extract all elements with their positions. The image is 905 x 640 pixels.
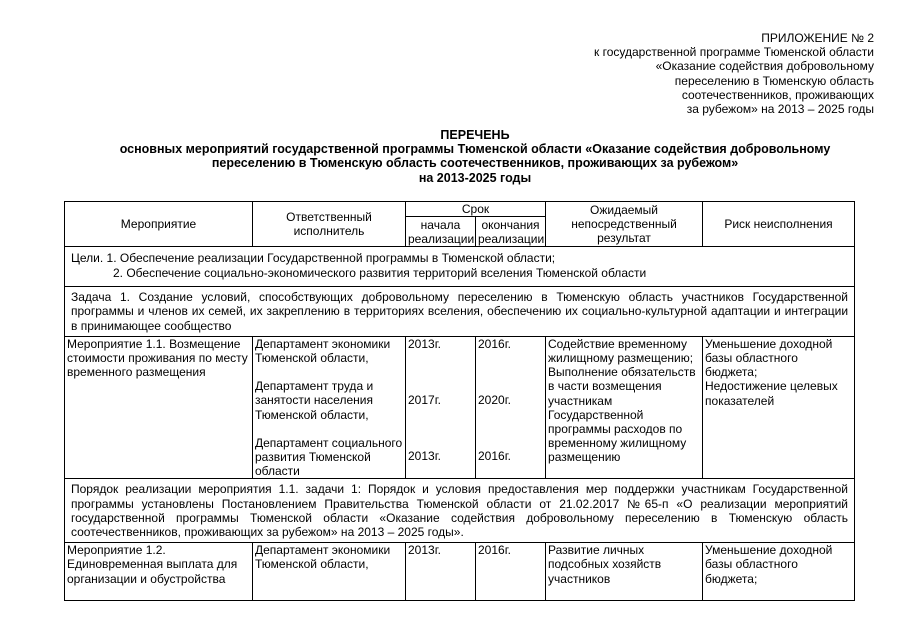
executor-text: Департамент экономики Тюменской области, bbox=[255, 336, 391, 366]
goals-row bbox=[65, 247, 855, 287]
start-cell bbox=[406, 336, 476, 479]
title-line: основных мероприятий государственной программы Тюменской области «Оказание содействия добровольному bbox=[119, 142, 831, 157]
executor-cell bbox=[253, 336, 406, 479]
risk-text: Недостижение целевых показателей bbox=[705, 379, 838, 408]
risk-cell: Уменьшение доходной базы областного бюджета; bbox=[703, 543, 855, 601]
goal-line: Цели. 1. Обеспечение реализации Государственной программы в Тюменской области; bbox=[71, 251, 556, 266]
result-cell: Развитие личных подсобных хозяйств участников bbox=[546, 543, 703, 601]
appendix-header bbox=[594, 31, 874, 116]
header-end: окончания реализации bbox=[476, 217, 546, 247]
result-cell bbox=[546, 336, 703, 479]
header-result: Ожидаемый непосредственный результат bbox=[546, 202, 703, 247]
header-term: Срок bbox=[406, 202, 546, 217]
risk-cell bbox=[703, 336, 855, 479]
appendix-line: к государственной программе Тюменской области bbox=[594, 45, 874, 60]
procedure-row: Порядок реализации мероприятия 1.1. задачи 1: Порядок и условия предоставления мер поддержки участникам Государственной программы установлены Постановлением Правительства Тюменской области от 21.02.2017 №65-п «О реализации мероприятий государственной программы Тюменской области «Оказание содействия добровольному переселению в Тюменскую область соотечественников, проживающих за рубежом» на 2013 – 2025 годы». bbox=[65, 479, 855, 543]
end-date: 2016г. bbox=[478, 336, 511, 351]
goal-line: 2. Обеспечение социально-экономического развития территорий вселения Тюменской области bbox=[113, 266, 647, 281]
end-cell: 2016г. bbox=[476, 543, 546, 601]
header-executor: Ответственный исполнитель bbox=[253, 202, 406, 247]
appendix-line: «Оказание содействия добровольному bbox=[655, 59, 874, 74]
header-risk: Риск неисполнения bbox=[703, 202, 855, 247]
title-line: переселению в Тюменскую область соотечественников, проживающих за рубежом» bbox=[211, 156, 739, 171]
header-start: начала реализации bbox=[406, 217, 476, 247]
activity-cell: Мероприятие 1.1. Возмещение стоимости проживания по месту временного размещения bbox=[65, 336, 253, 479]
result-text: Выполнение обязательств в части возмещения участникам Государственной программы расходов по временному жилищному размещению bbox=[548, 365, 696, 465]
risk-text: Уменьшение доходной базы областного бюджета; bbox=[705, 336, 833, 380]
appendix-line: переселению в Тюменскую область bbox=[674, 73, 874, 88]
title-line: ПЕРЕЧЕНЬ bbox=[440, 128, 510, 142]
executor-text: Департамент социального развития Тюменской области bbox=[255, 435, 403, 479]
task-row: Задача 1. Создание условий, способствующих добровольному переселению в Тюменскую область участников Государственной программы и членов их семей, их закреплению в территориях вселения, обеспечению их социально-культурной адаптации и интеграции в принимающее сообщество bbox=[65, 287, 855, 337]
appendix-line: соотечественников, проживающих bbox=[681, 87, 874, 102]
result-text: Содействие временному жилищному размещению; bbox=[548, 336, 694, 366]
end-cell bbox=[476, 336, 546, 479]
table-row bbox=[65, 543, 855, 601]
end-date: 2020г. bbox=[478, 393, 511, 408]
start-cell: 2013г. bbox=[406, 543, 476, 601]
activity-cell: Мероприятие 1.2. Единовременная выплата для организации и обустройства bbox=[65, 543, 253, 601]
start-date: 2013г. bbox=[408, 449, 441, 464]
start-date: 2017г. bbox=[408, 393, 441, 408]
appendix-number: ПРИЛОЖЕНИЕ № 2 bbox=[761, 31, 874, 45]
start-date: 2013г. bbox=[408, 336, 441, 351]
activities-table bbox=[64, 201, 855, 601]
appendix-line: за рубежом» на 2013 – 2025 годы bbox=[686, 102, 874, 117]
executor-cell: Департамент экономики Тюменской области, bbox=[253, 543, 406, 601]
end-date: 2016г. bbox=[478, 449, 511, 464]
header-activity: Мероприятие bbox=[65, 202, 253, 247]
executor-text: Департамент труда и занятости населения Тюменской области, bbox=[255, 379, 374, 422]
table-row bbox=[65, 336, 855, 479]
title-line: на 2013-2025 годы bbox=[418, 170, 532, 185]
document-title bbox=[64, 128, 886, 185]
